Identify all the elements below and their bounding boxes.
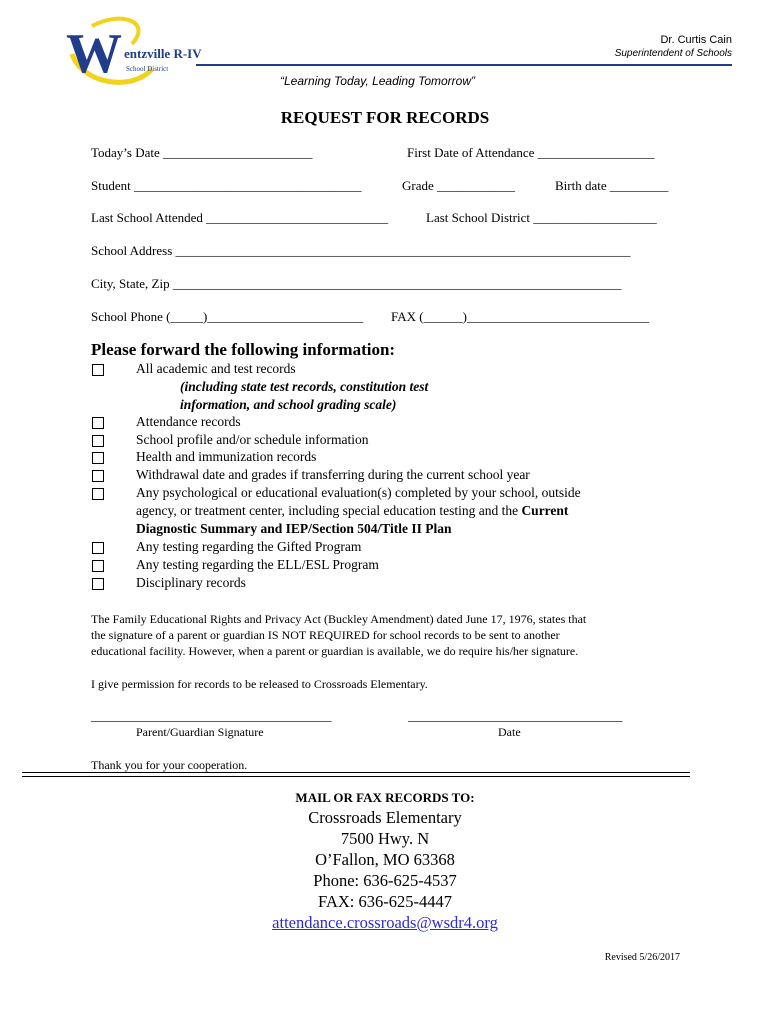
gifted-checkbox[interactable] <box>92 542 104 554</box>
birth-date-field[interactable]: Birth date _________ <box>555 178 669 193</box>
school-phone: Phone: 636-625-4537 <box>313 871 457 890</box>
header-divider <box>196 64 732 66</box>
mail-heading: MAIL OR FAX RECORDS TO: <box>295 790 475 805</box>
page-title: REQUEST FOR RECORDS <box>280 108 490 127</box>
first-date-field[interactable]: First Date of Attendance __________________ <box>407 145 655 160</box>
logo-initial: W <box>66 23 122 85</box>
evaluation-label-line2 <box>136 503 568 519</box>
superintendent-name: Dr. Curtis Cain <box>660 34 732 46</box>
attendance-label: Attendance records <box>136 414 241 429</box>
evaluation-label-line1: Any psychological or educational evaluation(s) completed by your school, outside <box>136 485 581 500</box>
profile-label: School profile and/or schedule information <box>136 432 369 447</box>
email-link[interactable]: attendance.crossroads@wsdr4.org <box>272 913 498 932</box>
attendance-checkbox[interactable] <box>92 417 104 429</box>
ferpa-line3: educational facility. However, when a parent or guardian is available, we do require his/her signature. <box>91 644 579 658</box>
academic-checkbox[interactable] <box>92 364 104 376</box>
withdrawal-checkbox[interactable] <box>92 470 104 482</box>
date-signature-line[interactable]: _________________________________ <box>408 708 623 723</box>
discipline-label: Disciplinary records <box>136 575 246 590</box>
school-street: 7500 Hwy. N <box>340 829 430 848</box>
permission-statement: I give permission for records to be released to Crossroads Elementary. <box>91 677 428 691</box>
date-label: Date <box>498 725 521 739</box>
ell-label: Any testing regarding the ELL/ESL Program <box>136 557 379 572</box>
email-row <box>0 913 770 933</box>
withdrawal-label: Withdrawal date and grades if transferring during the current school year <box>136 467 530 482</box>
profile-checkbox[interactable] <box>92 435 104 447</box>
fax-field[interactable]: FAX (______)____________________________ <box>391 309 649 324</box>
school-name: Crossroads Elementary <box>308 808 462 827</box>
evaluation-label-line3: Diagnostic Summary and IEP/Section 504/Title II Plan <box>136 521 452 536</box>
academic-note-line1: (including state test records, constitution test <box>180 379 429 394</box>
section-heading: Please forward the following information: <box>91 340 396 359</box>
footer-divider-2 <box>22 776 690 777</box>
ferpa-line2: the signature of a parent or guardian IS NOT REQUIRED for school records to be sent to another <box>91 628 560 642</box>
thank-you-text: Thank you for your cooperation. <box>91 758 248 772</box>
last-district-field[interactable]: Last School District ___________________ <box>426 210 657 225</box>
school-address-field[interactable]: School Address ______________________________________________________________________ <box>91 243 631 258</box>
academic-note-line2: information, and school grading scale) <box>180 397 397 412</box>
ferpa-line1: The Family Educational Rights and Privacy Act (Buckley Amendment) dated June 17, 1976, states that <box>91 612 587 626</box>
school-fax: FAX: 636-625-4447 <box>318 892 452 911</box>
parent-signature-label: Parent/Guardian Signature <box>136 725 264 739</box>
todays-date-field[interactable]: Today’s Date _______________________ <box>91 145 313 160</box>
revised-date: Revised 5/26/2017 <box>604 952 680 963</box>
grade-field[interactable]: Grade ____________ <box>402 178 516 193</box>
parent-signature-line[interactable]: _____________________________________ <box>91 708 332 723</box>
school-phone-field[interactable]: School Phone (_____)________________________ <box>91 309 364 324</box>
district-motto: “Learning Today, Leading Tomorrow” <box>280 74 476 88</box>
logo-subtext: School District <box>126 65 169 73</box>
health-label: Health and immunization records <box>136 449 317 464</box>
last-school-field[interactable]: Last School Attended ____________________________ <box>91 210 389 225</box>
district-logo <box>62 14 202 92</box>
student-field[interactable]: Student ___________________________________ <box>91 178 362 193</box>
footer-divider-1 <box>22 772 690 773</box>
academic-label: All academic and test records <box>136 361 296 376</box>
superintendent-title: Superintendent of Schools <box>614 48 732 59</box>
city-state-zip-field[interactable]: City, State, Zip _____________________________________________________________________ <box>91 276 622 291</box>
gifted-label: Any testing regarding the Gifted Program <box>136 539 362 554</box>
evaluation-current: Current <box>521 503 569 518</box>
health-checkbox[interactable] <box>92 452 104 464</box>
evaluation-text: agency, or treatment center, including special education testing and the <box>136 503 522 518</box>
logo-text: entzville R-IV <box>124 46 202 61</box>
discipline-checkbox[interactable] <box>92 578 104 590</box>
evaluation-checkbox[interactable] <box>92 488 104 500</box>
ell-checkbox[interactable] <box>92 560 104 572</box>
school-city: O’Fallon, MO 63368 <box>315 850 455 869</box>
